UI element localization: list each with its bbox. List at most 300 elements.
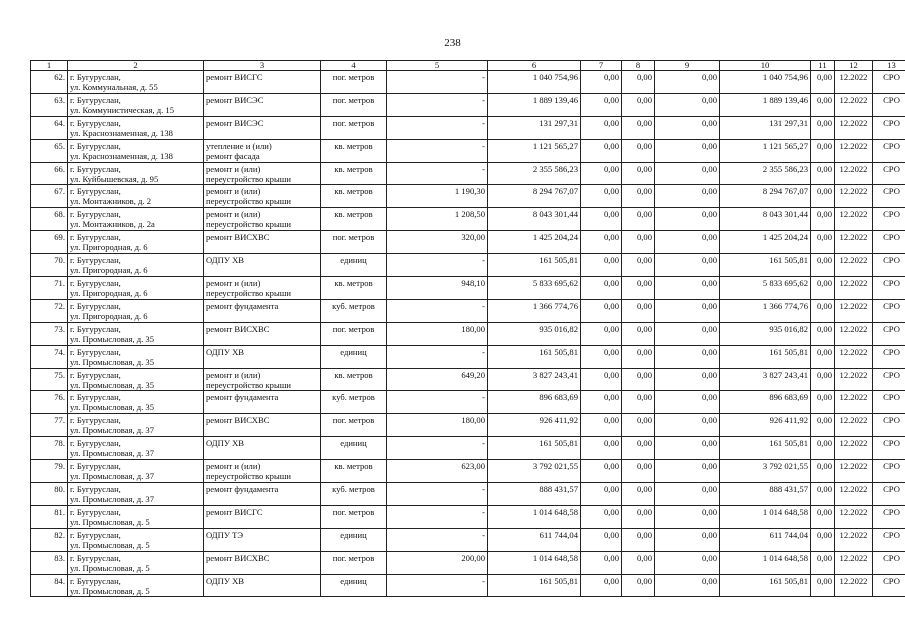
amount-text: 0,00 [603,506,619,517]
unit-cell [321,505,387,528]
address-text: г. Бугуруслан, [70,186,121,197]
work-type-text: ремонт и (или) [206,278,261,289]
amount-cell [655,574,720,597]
amount-text: 0,00 [636,392,652,403]
quantity-cell [387,231,488,254]
total-cost-cell [488,322,581,345]
source-cell [873,574,905,597]
date-cell [835,299,873,322]
address-text: ул. Промысловая, д. 37 [70,471,155,482]
amount-cell [811,71,835,94]
amount-text: 0,00 [701,369,717,380]
quantity-cell [387,345,488,368]
address-cell [68,414,204,437]
amount-text: 0,00 [701,300,717,311]
amount-cell [811,208,835,231]
amount-cell [581,299,622,322]
table-row [31,208,905,231]
amount-text: 0,00 [816,461,832,472]
quantity-text: - [482,140,485,151]
row-number-text: 79. [54,461,65,472]
work-type-cell [204,116,321,139]
work-type-text: ремонт ВИСХВС [206,323,270,334]
table-row [31,483,905,506]
amount-text: 0,00 [636,94,652,105]
total-cost-cell [488,254,581,277]
quantity-text: - [482,392,485,403]
work-type-text: ОДПУ ХВ [206,346,245,357]
column-header: 10 [720,61,811,71]
address-cell [68,483,204,506]
unit-text: единиц [340,575,367,586]
amount-cell [720,368,811,391]
work-type-cell [204,483,321,506]
amount-cell [720,254,811,277]
amount-cell [720,483,811,506]
unit-cell [321,368,387,391]
amount-text: 0,00 [603,232,619,243]
amount-cell [720,391,811,414]
amount-text: 0,00 [816,369,832,380]
date-cell [835,505,873,528]
work-type-text: ремонт и (или) [206,186,261,197]
address-text: г. Бугуруслан, [70,506,121,517]
amount-cell [720,345,811,368]
amount-text: 0,00 [816,415,832,426]
source-cell [873,414,905,437]
address-text: ул. Промысловая, д. 37 [70,448,155,459]
amount-text: 0,00 [816,575,832,586]
amount-cell [720,551,811,574]
quantity-text: - [482,300,485,311]
row-number-text: 78. [54,438,65,449]
work-type-cell [204,437,321,460]
row-number-text: 63. [54,94,65,105]
address-cell [68,254,204,277]
date-text: 12.2022 [839,415,868,426]
work-type-text: ОДПУ ХВ [206,575,245,586]
table-row [31,528,905,551]
address-text: г. Бугуруслан, [70,94,121,105]
total-cost-cell [488,460,581,483]
quantity-text: - [482,529,485,540]
unit-cell [321,437,387,460]
row-number-text: 83. [54,552,65,563]
work-type-cell [204,391,321,414]
source-cell [873,185,905,208]
work-type-cell [204,231,321,254]
work-type-cell [204,71,321,94]
total-cost-cell [488,483,581,506]
amount-text: 0,00 [701,94,717,105]
amount-cell [720,414,811,437]
address-text: г. Бугуруслан, [70,72,121,82]
date-cell [835,254,873,277]
quantity-text: - [482,94,485,105]
quantity-text: 180,00 [461,323,485,334]
quantity-cell [387,71,488,94]
table-row [31,368,905,391]
amount-text: 161 505,81 [769,438,808,449]
source-text: СРО [883,72,900,82]
row-number-cell [31,277,68,300]
source-text: СРО [883,392,900,403]
total-cost-text: 161 505,81 [539,255,578,266]
address-text: г. Бугуруслан, [70,346,121,357]
quantity-cell [387,299,488,322]
table-row [31,391,905,414]
work-type-cell [204,460,321,483]
work-type-cell [204,162,321,185]
amount-cell [581,208,622,231]
row-number-cell [31,505,68,528]
date-text: 12.2022 [839,484,868,495]
table-row [31,414,905,437]
total-cost-cell [488,345,581,368]
total-cost-text: 926 411,92 [539,415,578,426]
amount-text: 1 121 565,27 [762,140,808,151]
table-row [31,116,905,139]
source-text: СРО [883,94,900,105]
address-text: ул. Промысловая, д. 35 [70,333,155,344]
unit-text: кв. метров [334,140,373,151]
amount-cell [720,139,811,162]
address-text: г. Бугуруслан, [70,369,121,380]
amount-text: 0,00 [701,484,717,495]
work-type-text: ремонт фундамента [206,392,279,403]
total-cost-text: 131 297,31 [539,117,578,128]
unit-cell [321,116,387,139]
amount-text: 0,00 [636,346,652,357]
work-type-cell [204,139,321,162]
amount-cell [811,116,835,139]
amount-text: 0,00 [636,300,652,311]
amount-cell [720,277,811,300]
address-text: ул. Коммунистическая, д. 15 [70,104,175,115]
amount-cell [720,231,811,254]
amount-cell [581,483,622,506]
date-cell [835,116,873,139]
amount-cell [655,414,720,437]
total-cost-text: 1 889 139,46 [532,94,578,105]
source-cell [873,483,905,506]
column-header: 13 [873,61,905,71]
address-text: ул. Пригородная, д. 6 [70,242,148,253]
amount-text: 0,00 [603,438,619,449]
amount-cell [811,299,835,322]
unit-cell [321,139,387,162]
date-text: 12.2022 [839,506,868,517]
quantity-cell [387,162,488,185]
amount-cell [622,277,655,300]
source-cell [873,391,905,414]
amount-text: 0,00 [816,232,832,243]
table-row [31,277,905,300]
total-cost-text: 1 040 754,96 [532,72,578,82]
row-number-cell [31,254,68,277]
amount-text: 131 297,31 [769,117,808,128]
amount-cell [581,93,622,116]
amount-cell [655,345,720,368]
quantity-cell [387,254,488,277]
work-type-cell [204,414,321,437]
amount-cell [622,162,655,185]
works-table [30,60,905,597]
amount-text: 0,00 [701,163,717,174]
table-row [31,437,905,460]
row-number-text: 76. [54,392,65,403]
date-cell [835,93,873,116]
total-cost-text: 2 355 586,23 [532,163,578,174]
table-row [31,185,905,208]
address-cell [68,71,204,94]
amount-cell [655,322,720,345]
row-number-cell [31,231,68,254]
quantity-cell [387,208,488,231]
amount-cell [581,391,622,414]
table-row [31,231,905,254]
amount-text: 0,00 [636,461,652,472]
source-text: СРО [883,552,900,563]
total-cost-text: 1 425 204,24 [532,232,578,243]
quantity-text: - [482,484,485,495]
address-cell [68,116,204,139]
total-cost-text: 5 833 695,62 [532,278,578,289]
address-cell [68,574,204,597]
source-cell [873,299,905,322]
address-text: ул. Куйбышевская, д. 95 [70,173,159,184]
amount-cell [622,71,655,94]
work-type-text: ремонт ВИСЭС [206,117,264,128]
amount-cell [622,460,655,483]
amount-text: 0,00 [603,529,619,540]
amount-text: 0,00 [701,186,717,197]
total-cost-cell [488,93,581,116]
work-type-text: ОДПУ ХВ [206,438,245,449]
unit-text: кв. метров [334,461,373,472]
source-cell [873,437,905,460]
total-cost-cell [488,368,581,391]
source-cell [873,551,905,574]
date-cell [835,139,873,162]
unit-cell [321,254,387,277]
amount-text: 0,00 [603,94,619,105]
unit-text: пог. метров [332,323,375,334]
amount-text: 0,00 [701,255,717,266]
amount-text: 0,00 [603,72,619,82]
row-number-cell [31,139,68,162]
address-cell [68,139,204,162]
row-number-text: 68. [54,209,65,220]
amount-cell [655,139,720,162]
address-text: г. Бугуруслан, [70,117,121,128]
amount-cell [622,254,655,277]
amount-cell [811,254,835,277]
row-number-cell [31,574,68,597]
amount-cell [622,368,655,391]
quantity-text: 1 208,50 [454,209,485,220]
amount-cell [811,185,835,208]
amount-text: 0,00 [636,369,652,380]
amount-text: 0,00 [603,300,619,311]
quantity-cell [387,574,488,597]
work-type-cell [204,299,321,322]
unit-text: куб. метров [332,484,375,495]
amount-text: 926 411,92 [769,415,808,426]
work-type-text: ремонт ВИСГС [206,72,263,82]
amount-cell [581,231,622,254]
source-text: СРО [883,117,900,128]
amount-text: 0,00 [636,140,652,151]
amount-cell [720,299,811,322]
address-cell [68,322,204,345]
source-cell [873,116,905,139]
row-number-text: 67. [54,186,65,197]
row-number-cell [31,460,68,483]
column-header: 2 [68,61,204,71]
amount-cell [622,574,655,597]
amount-text: 0,00 [603,186,619,197]
table-row [31,299,905,322]
date-cell [835,231,873,254]
work-type-text: ремонт ВИСЭС [206,94,264,105]
table-row [31,345,905,368]
row-number-cell [31,368,68,391]
amount-text: 0,00 [636,506,652,517]
amount-cell [581,551,622,574]
row-number-cell [31,116,68,139]
amount-cell [581,505,622,528]
amount-text: 0,00 [636,484,652,495]
amount-text: 0,00 [636,232,652,243]
amount-text: 0,00 [701,72,717,82]
work-type-text: ОДПУ ТЭ [206,529,244,540]
address-text: г. Бугуруслан, [70,392,121,403]
source-cell [873,71,905,94]
amount-text: 8 043 301,44 [762,209,808,220]
total-cost-cell [488,528,581,551]
amount-text: 0,00 [816,529,832,540]
address-text: ул. Краснознаменная, д. 138 [70,150,173,161]
amount-text: 0,00 [603,117,619,128]
quantity-text: 948,10 [461,278,485,289]
quantity-text: 180,00 [461,415,485,426]
amount-cell [581,322,622,345]
amount-text: 0,00 [636,278,652,289]
amount-cell [655,162,720,185]
date-text: 12.2022 [839,72,868,82]
date-text: 12.2022 [839,255,868,266]
unit-cell [321,551,387,574]
source-cell [873,528,905,551]
amount-cell [622,185,655,208]
amount-text: 0,00 [816,163,832,174]
work-type-cell [204,208,321,231]
unit-text: пог. метров [332,552,375,563]
total-cost-cell [488,574,581,597]
column-number-row [31,61,905,71]
date-text: 12.2022 [839,575,868,586]
amount-cell [720,71,811,94]
total-cost-cell [488,391,581,414]
unit-text: кв. метров [334,278,373,289]
amount-text: 1 425 204,24 [762,232,808,243]
address-text: г. Бугуруслан, [70,415,121,426]
quantity-cell [387,116,488,139]
amount-text: 0,00 [636,323,652,334]
table-row [31,139,905,162]
row-number-cell [31,299,68,322]
amount-cell [581,528,622,551]
amount-cell [720,528,811,551]
amount-text: 935 016,82 [769,323,808,334]
date-text: 12.2022 [839,186,868,197]
source-text: СРО [883,575,900,586]
column-header: 1 [31,61,68,71]
source-text: СРО [883,506,900,517]
date-cell [835,277,873,300]
date-cell [835,414,873,437]
row-number-text: 70. [54,255,65,266]
amount-text: 0,00 [636,117,652,128]
address-cell [68,185,204,208]
total-cost-text: 935 016,82 [539,323,578,334]
amount-cell [655,483,720,506]
unit-cell [321,71,387,94]
work-type-text: ремонт и (или) [206,209,261,220]
row-number-text: 66. [54,163,65,174]
amount-text: 0,00 [816,94,832,105]
source-text: СРО [883,484,900,495]
date-cell [835,368,873,391]
source-cell [873,460,905,483]
unit-text: пог. метров [332,415,375,426]
unit-cell [321,460,387,483]
source-text: СРО [883,255,900,266]
amount-cell [655,231,720,254]
total-cost-text: 3 827 243,41 [532,369,578,380]
total-cost-text: 1 121 565,27 [532,140,578,151]
table-row [31,93,905,116]
date-text: 12.2022 [839,209,868,220]
work-type-cell [204,574,321,597]
address-text: г. Бугуруслан, [70,209,121,220]
quantity-text: 623,00 [461,461,485,472]
date-cell [835,437,873,460]
source-text: СРО [883,415,900,426]
amount-cell [655,391,720,414]
row-number-text: 73. [54,323,65,334]
source-text: СРО [883,140,900,151]
row-number-text: 64. [54,117,65,128]
address-text: ул. Промысловая, д. 5 [70,585,150,596]
amount-cell [622,414,655,437]
work-type-text: переустройство крыши [206,173,291,184]
source-cell [873,162,905,185]
date-cell [835,551,873,574]
amount-cell [622,208,655,231]
row-number-text: 80. [54,484,65,495]
table-row [31,460,905,483]
total-cost-text: 161 505,81 [539,346,578,357]
quantity-text: - [482,506,485,517]
source-cell [873,368,905,391]
amount-text: 0,00 [603,484,619,495]
unit-text: единиц [340,529,367,540]
row-number-cell [31,322,68,345]
amount-text: 888 431,57 [769,484,808,495]
address-cell [68,345,204,368]
